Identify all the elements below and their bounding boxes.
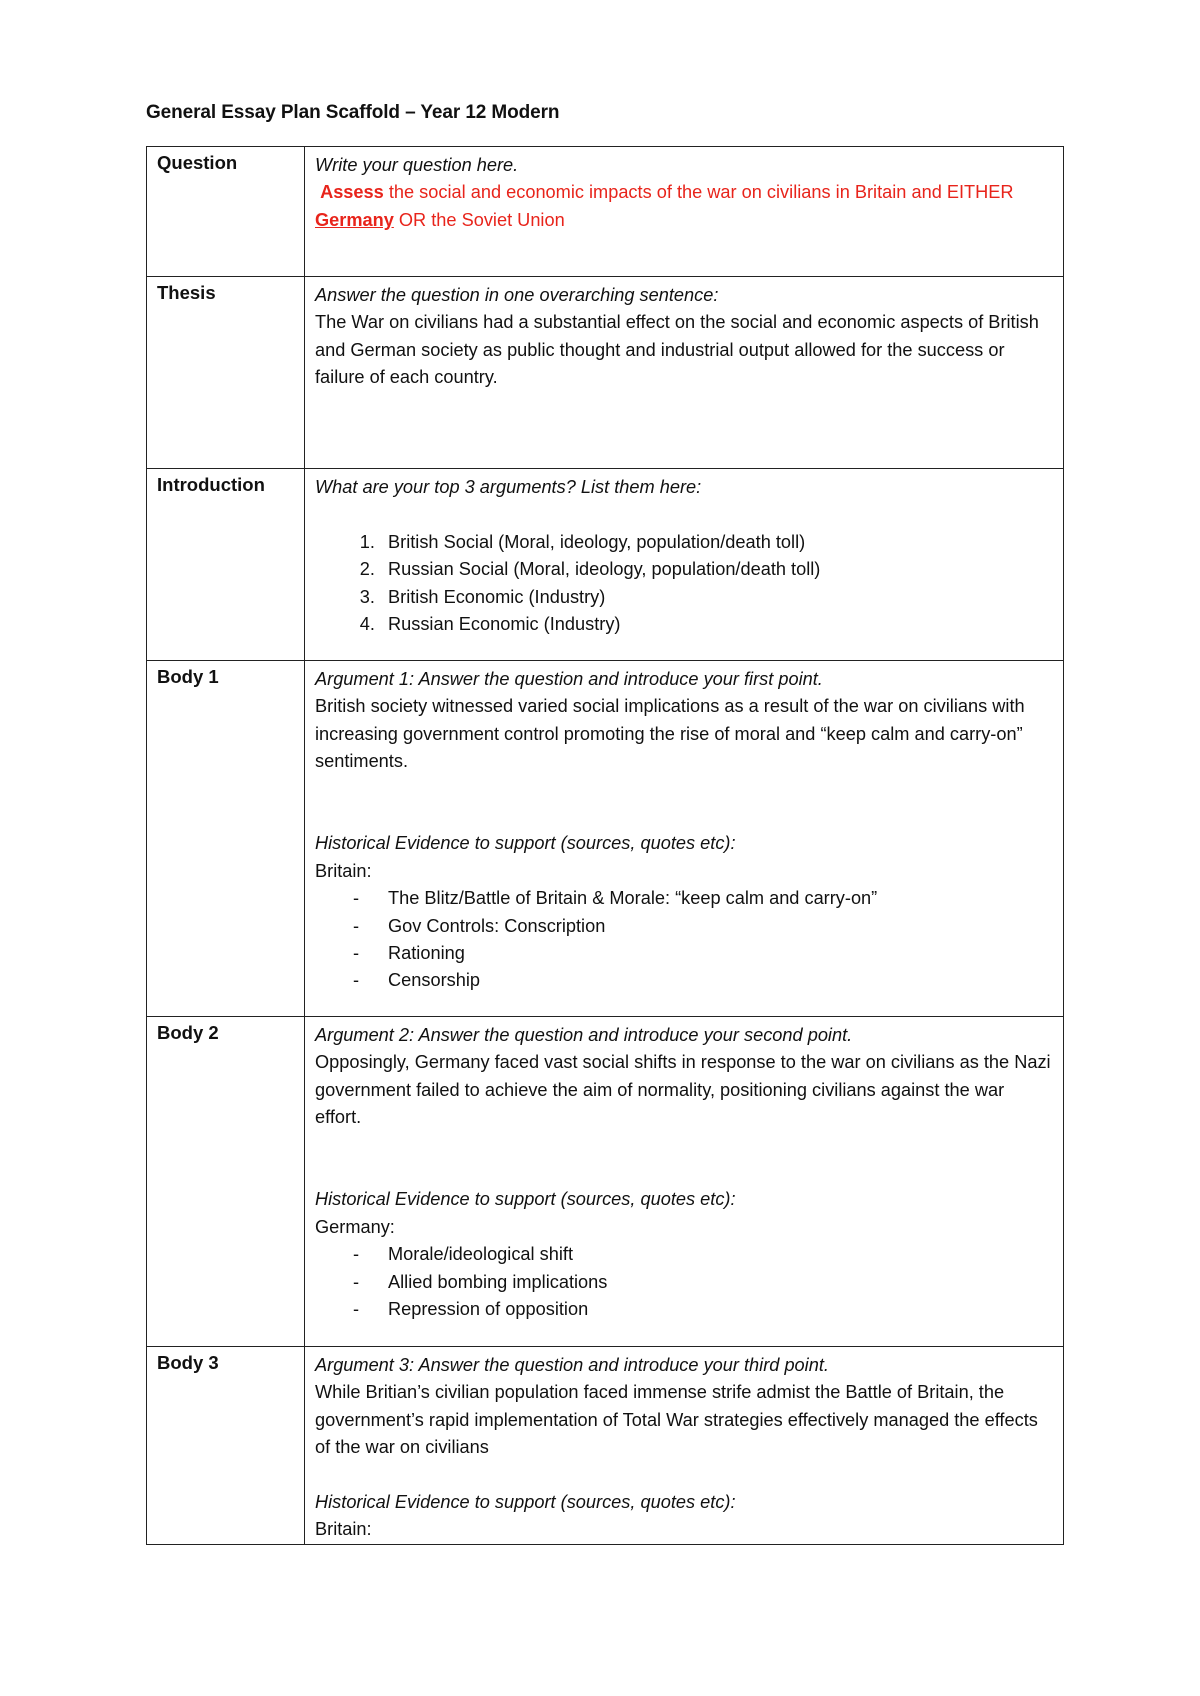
body2-content[interactable] [305, 1017, 1064, 1347]
body3-evidence-heading: Britain: [315, 1519, 372, 1540]
list-item: - Censorship [353, 967, 1055, 994]
body3-content[interactable] [305, 1347, 1064, 1545]
introduction-prompt: What are your top 3 arguments? List them here: [315, 477, 702, 497]
body3-label: Body 3 [147, 1347, 305, 1545]
body1-evidence-prompt: Historical Evidence to support (sources, quotes etc): [315, 833, 736, 854]
introduction-row [147, 469, 1064, 661]
question-content[interactable] [305, 147, 1064, 277]
question-text-b: OR the Soviet Union [393, 209, 565, 230]
list-item: - Allied bombing implications [353, 1269, 1055, 1296]
question-label: Question [147, 147, 305, 277]
body1-evidence-list [315, 885, 1055, 995]
introduction-content[interactable] [305, 469, 1064, 661]
list-item: 3. British Economic (Industry) [380, 584, 1055, 611]
body1-evidence-heading: Britain: [315, 860, 372, 881]
list-item: 1. British Social (Moral, ideology, population/death toll) [380, 529, 1055, 556]
list-item: - Rationing [353, 940, 1055, 967]
assess-keyword: Assess [320, 182, 384, 203]
body1-row [147, 661, 1064, 1017]
question-text [315, 179, 1055, 234]
body2-row [147, 1017, 1064, 1347]
arguments-list [315, 529, 1055, 639]
body1-label: Body 1 [147, 661, 305, 1017]
thesis-label: Thesis [147, 277, 305, 469]
body1-prompt: Argument 1: Answer the question and introduce your first point. [315, 669, 823, 689]
introduction-label: Introduction [147, 469, 305, 661]
body3-evidence-prompt: Historical Evidence to support (sources, quotes etc): [315, 1492, 736, 1513]
list-item: - Gov Controls: Conscription [353, 913, 1055, 940]
body3-prompt: Argument 3: Answer the question and introduce your third point. [315, 1355, 829, 1375]
question-text-a: the social and economic impacts of the war on civilians in Britain and EITHER [383, 182, 1014, 203]
body2-label: Body 2 [147, 1017, 305, 1347]
body2-evidence-prompt: Historical Evidence to support (sources, quotes etc): [315, 1189, 736, 1210]
body3-text: While Britian’s civilian population faced immense strife admist the Battle of Britain, the government’s rapid implementation of Total War strategies effectively managed the effects of the war on civilians [315, 1382, 1038, 1458]
list-item: 2. Russian Social (Moral, ideology, population/death toll) [380, 556, 1055, 583]
germany-keyword: Germany [315, 209, 394, 230]
list-item: - The Blitz/Battle of Britain & Morale: “keep calm and carry-on” [353, 885, 1055, 912]
question-prompt: Write your question here. [315, 155, 519, 175]
body1-text: British society witnessed varied social implications as a result of the war on civilians with increasing government control promoting the rise of moral and “keep calm and carry-on” sentiments. [315, 696, 1025, 772]
list-item: 4. Russian Economic (Industry) [380, 611, 1055, 638]
page-title: General Essay Plan Scaffold – Year 12 Modern [146, 102, 560, 123]
question-row [147, 147, 1064, 277]
body2-prompt: Argument 2: Answer the question and introduce your second point. [315, 1025, 853, 1045]
thesis-row [147, 277, 1064, 469]
body3-row [147, 1347, 1064, 1545]
list-item: - Morale/ideological shift [353, 1241, 1055, 1268]
body2-evidence-heading: Germany: [315, 1216, 395, 1237]
thesis-text: The War on civilians had a substantial effect on the social and economic aspects of British and German society as public thought and industrial output allowed for the success or failure of each country. [315, 312, 1039, 388]
body1-content[interactable] [305, 661, 1064, 1017]
list-item: - Repression of opposition [353, 1296, 1055, 1323]
body2-evidence-list [315, 1241, 1055, 1323]
body2-text: Opposingly, Germany faced vast social shifts in response to the war on civilians as the Nazi government failed to achieve the aim of normality, positioning civilians against the war effort. [315, 1052, 1051, 1128]
thesis-prompt: Answer the question in one overarching sentence: [315, 285, 719, 305]
essay-plan-table [146, 146, 1064, 1545]
thesis-content[interactable] [305, 277, 1064, 469]
